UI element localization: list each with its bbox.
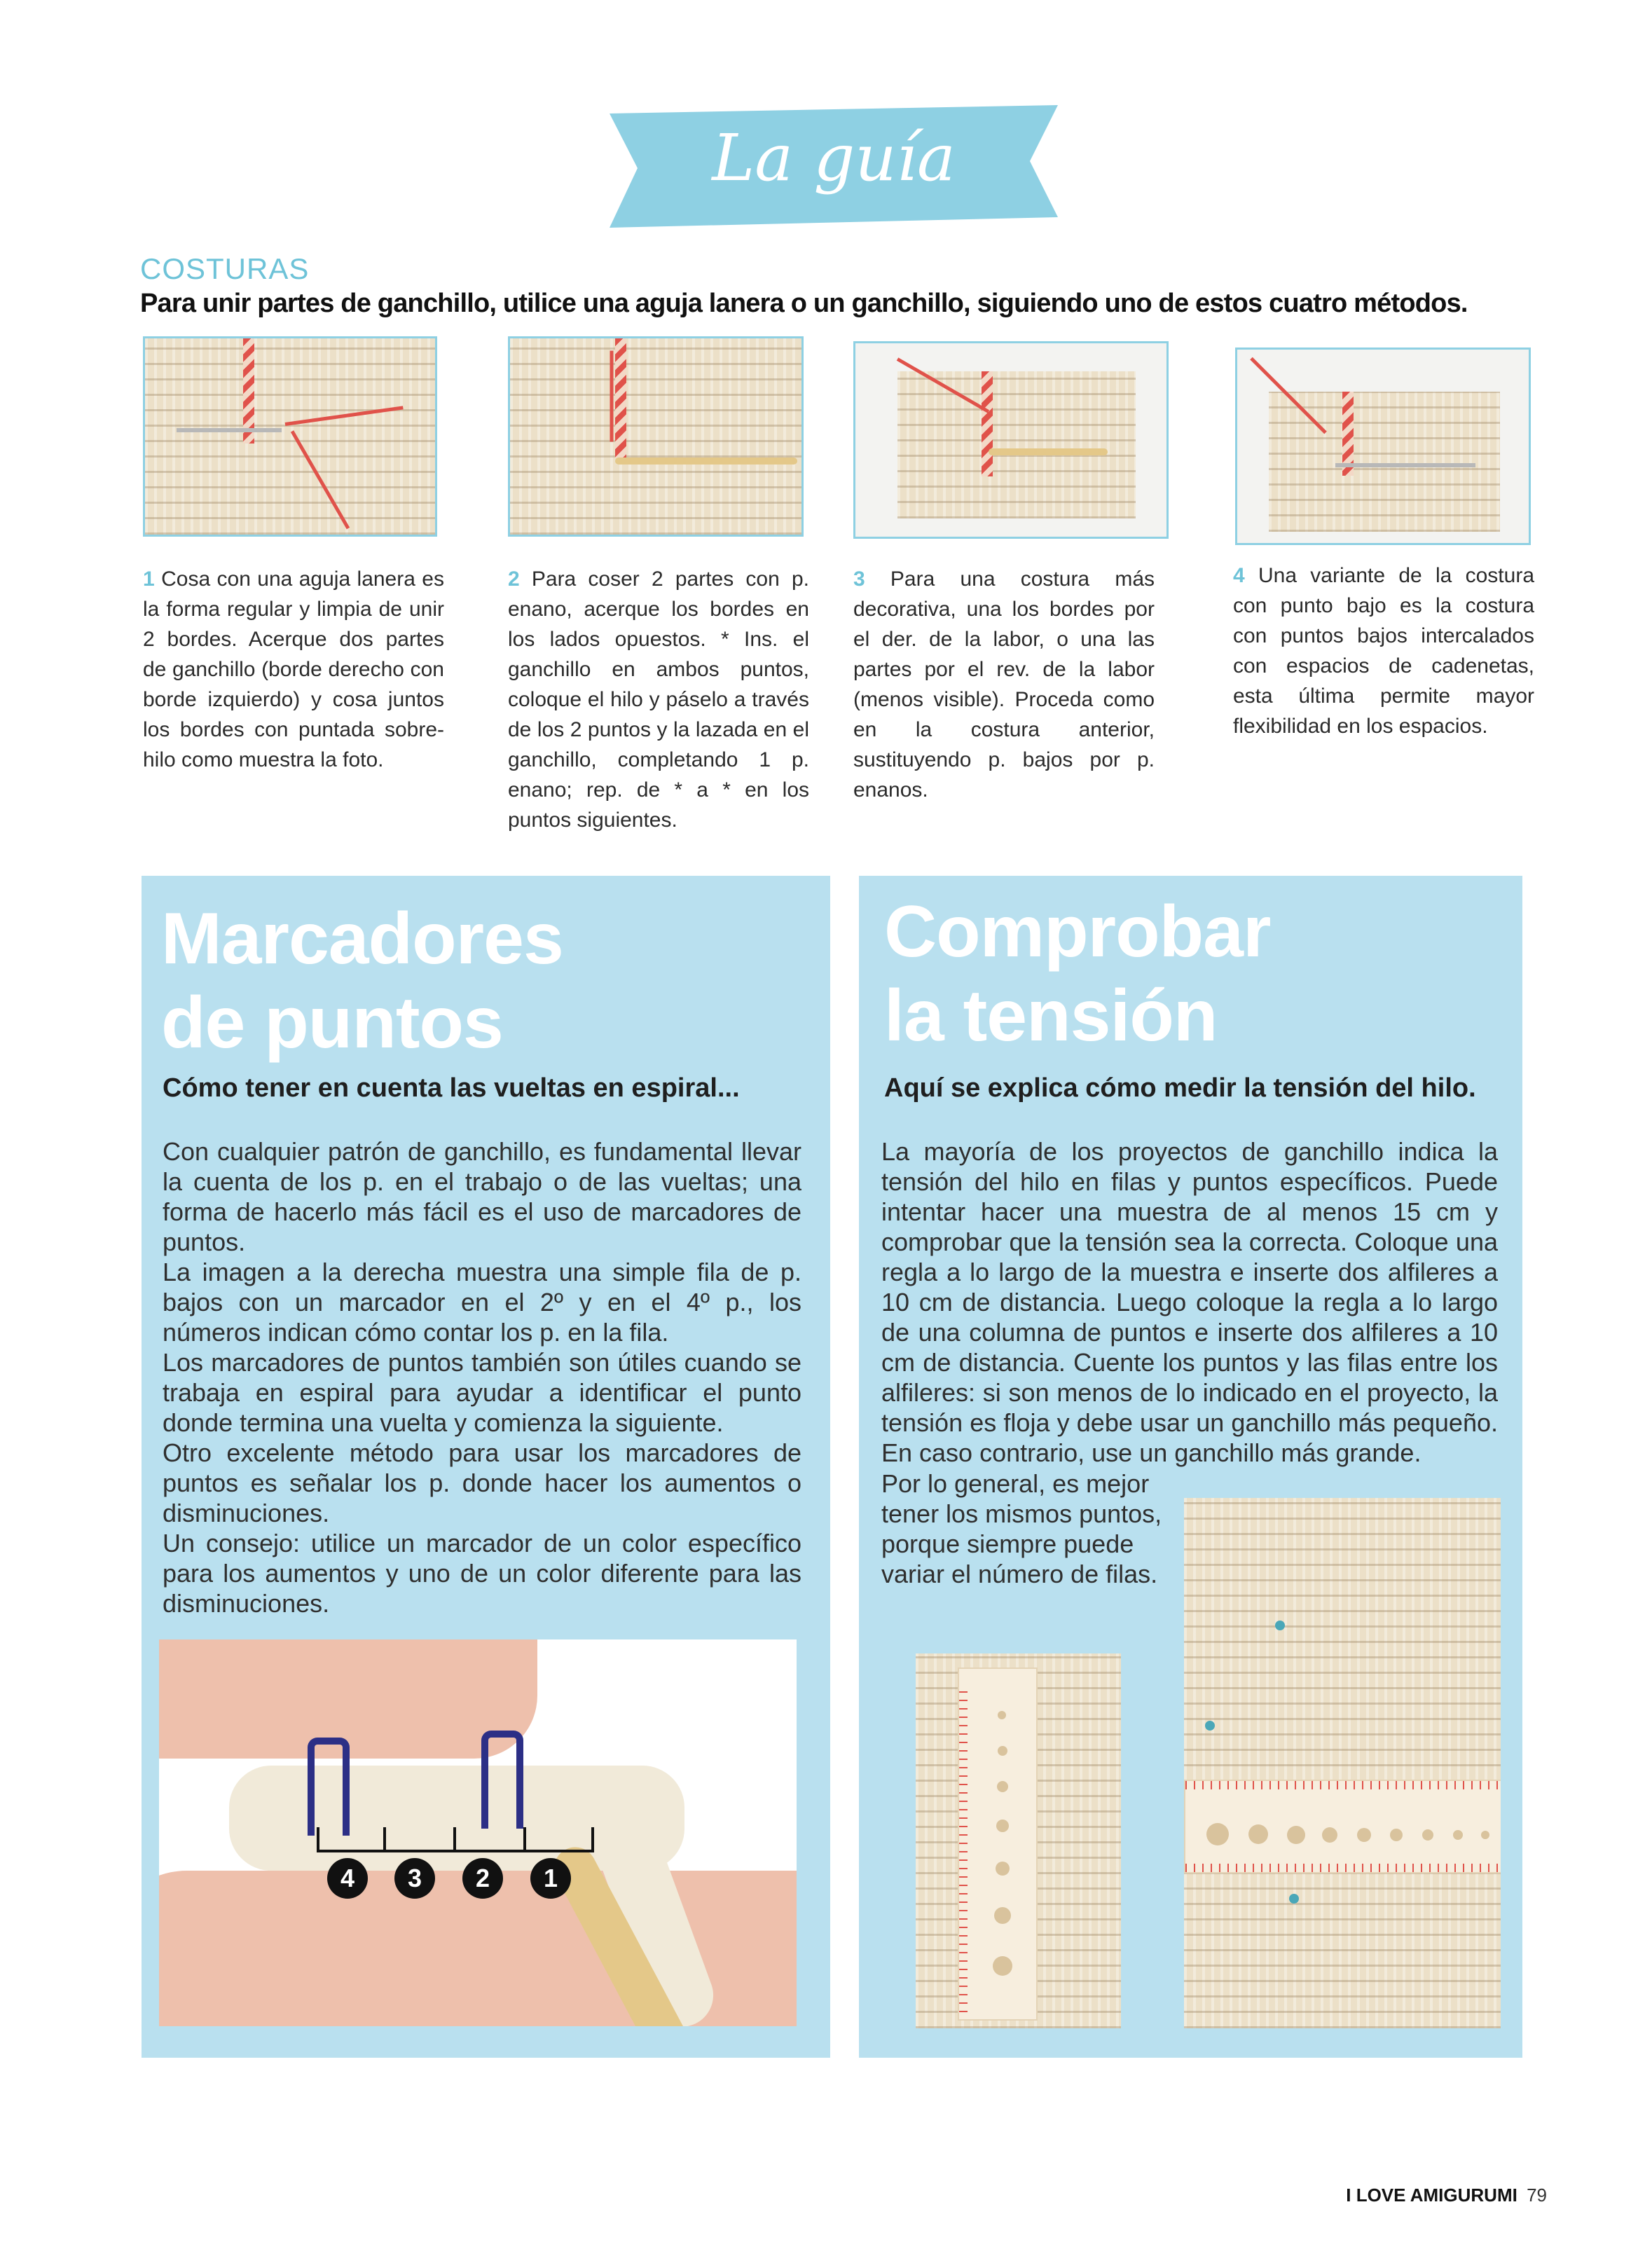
step-4: [1233, 560, 1534, 741]
markers-subtitle: Cómo tener en cuenta las vueltas en espiral...: [163, 1073, 740, 1103]
tension-subtitle: Aquí se explica cómo medir la tensión del hilo.: [884, 1073, 1476, 1103]
step-text: Para coser 2 partes con p. enano, acerque los bordes en los lados opuestos. * Ins. el ganchillo en ambos puntos, coloque el hilo y páselo a través de los 2 puntos y la lazada en el ganchillo, completando 1 p. enano; rep. de * a * en los puntos siguientes.: [508, 568, 809, 832]
step-3: [853, 564, 1155, 805]
page-footer: [1346, 2185, 1547, 2206]
gauge-ruler-photo: [916, 1653, 1121, 2028]
markers-title: [161, 897, 563, 1065]
step-3-photo: [853, 341, 1169, 539]
step-text: Cosa con una aguja lanera es la forma regular y limpia de unir 2 bordes. Acerque dos partes de ganchillo (borde derecho con borde izquierdo) y cosa juntos los bordes con puntada sobre-hilo como muestra la foto.: [143, 568, 444, 771]
tension-title-line-2: la tensión: [884, 975, 1218, 1057]
guide-title: La guía: [712, 121, 956, 195]
page-number: 79: [1527, 2185, 1547, 2206]
step-text: Una variante de la costura con punto bajo es la costura con puntos bajos intercalados con espacios de cadenetas, esta última permite mayor flexibilidad en los espacios.: [1233, 564, 1534, 738]
magazine-name: I LOVE AMIGURUMI: [1346, 2185, 1517, 2206]
step-number: 4: [1233, 564, 1245, 587]
pin-icon: [1205, 1721, 1215, 1731]
markers-paragraph: Los marcadores de puntos también son útiles cuando se trabaja en espiral para ayudar a identificar el punto donde termina una vuelta y comienza la siguiente.: [163, 1348, 801, 1437]
pin-icon: [1275, 1621, 1285, 1630]
markers-photo: [159, 1639, 797, 2026]
pin-icon: [1289, 1894, 1299, 1904]
markers-body: [163, 1136, 801, 1618]
markers-paragraph: Con cualquier patrón de ganchillo, es fundamental llevar la cuenta de los p. en el trabajo o de las vueltas; una forma de hacerlo más fácil es el uso de marcadores de puntos.: [163, 1137, 801, 1256]
markers-paragraph: Otro excelente método para usar los marcadores de puntos es señalar los p. donde hacer los aumentos o disminuciones.: [163, 1438, 801, 1527]
stitch-marker-icon: [308, 1738, 350, 1836]
step-number: 2: [508, 568, 520, 591]
gauge-pins-photo: [1184, 1498, 1501, 2028]
step-number: 3: [853, 568, 865, 591]
tension-body: La mayoría de los proyectos de ganchillo indica la tensión del hilo en filas y puntos específicos. Puede intentar hacer una muestra de al menos 15 cm y comprobar que la tensión sea la correcta. Coloque una regla a lo largo de la muestra e inserte dos alfileres a 10 cm de distancia. Luego coloque la regla a lo largo de una columna de puntos e inserte dos alfileres a 10 cm de distancia. Cuente los puntos y las filas entre los alfileres: si son menos de lo indicado en el proyecto, la tensión es floja y debe usar un ganchillo más pequeño. En caso contrario, use un ganchillo más grande.: [881, 1137, 1498, 1467]
markers-paragraph: Un consejo: utilice un marcador de un color específico para los aumentos y uno de un color diferente para las disminuciones.: [163, 1529, 801, 1618]
stitch-number-3: 3: [394, 1858, 435, 1899]
stitch-number-4: 4: [327, 1858, 368, 1899]
tension-title-line-1: Comprobar: [884, 891, 1271, 972]
stitch-number-2: 2: [462, 1858, 503, 1899]
step-number: 1: [143, 568, 155, 591]
section-title: COSTURAS: [140, 252, 310, 285]
markers-title-line-1: Marcadores: [161, 898, 563, 979]
knitting-gauge-icon: [1184, 1780, 1501, 1873]
step-2: [508, 564, 809, 835]
step-1: [143, 564, 444, 775]
stitch-number-1: 1: [530, 1858, 571, 1899]
step-4-photo: [1235, 348, 1531, 545]
markers-title-line-2: de puntos: [161, 982, 503, 1064]
step-2-photo: [508, 336, 804, 537]
tension-title: [884, 890, 1270, 1058]
tension-body-tail: Por lo general, es mejor tener los mismos puntos, porque siempre puede variar el número de filas.: [881, 1469, 1162, 1588]
knitting-gauge-icon: [958, 1667, 1038, 2021]
stitch-marker-icon: [481, 1731, 523, 1829]
section-intro: Para unir partes de ganchillo, utilice una aguja lanera o un ganchillo, siguiendo uno de estos cuatro métodos.: [140, 289, 1468, 318]
step-1-photo: [143, 336, 437, 537]
markers-paragraph: La imagen a la derecha muestra una simple fila de p. bajos con un marcador en el 2º y en el 4º p., los números indican cómo contar los p. en la fila.: [163, 1258, 801, 1347]
step-text: Para una costura más decorativa, una los bordes por el der. de la labor, o una las partes por el rev. de la labor (menos visible). Proceda como en la costura anterior, sustituyendo p. bajos por p. enanos.: [853, 568, 1155, 802]
